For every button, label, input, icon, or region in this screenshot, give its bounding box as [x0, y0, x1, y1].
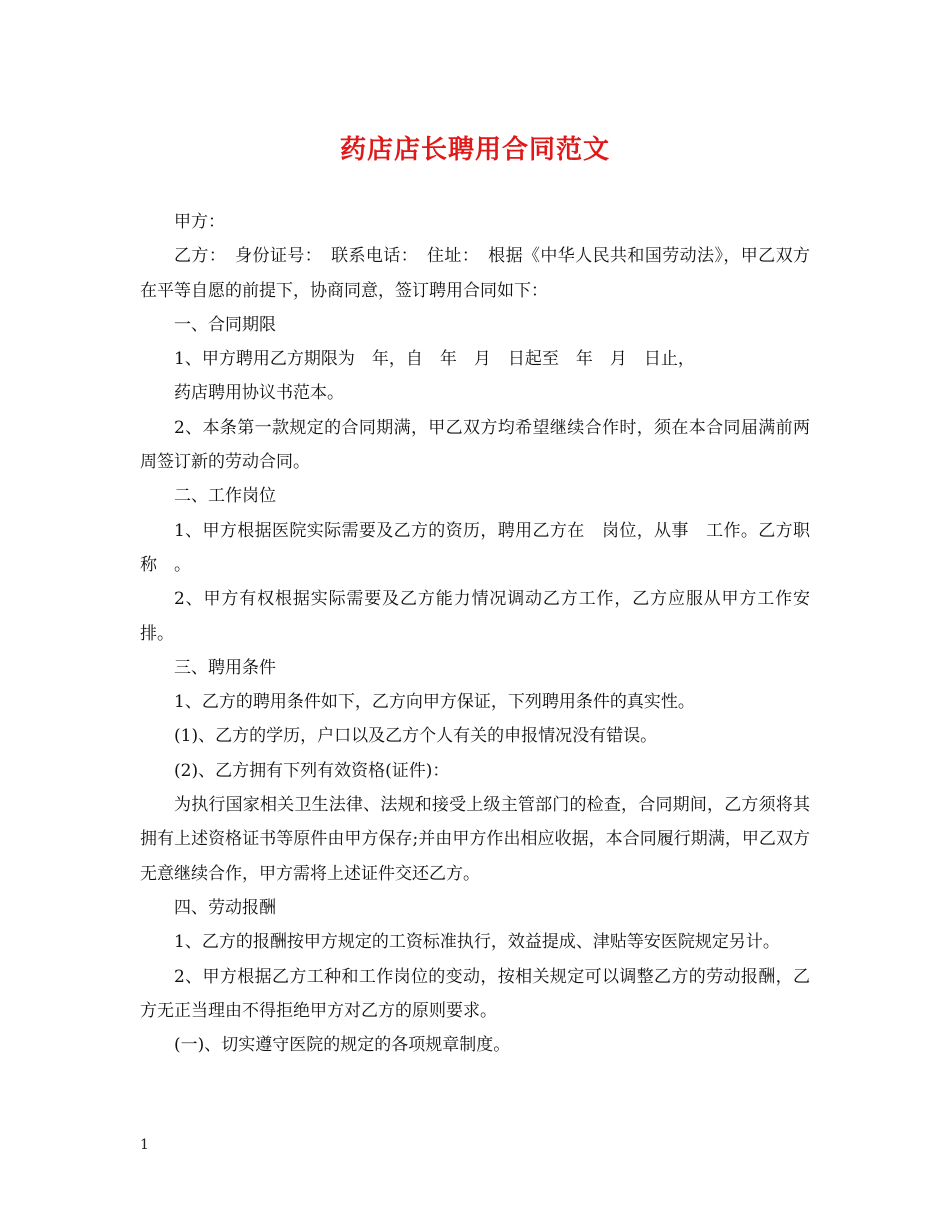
- page-number: 1: [140, 1137, 149, 1153]
- paragraph-party-a: 甲方：: [174, 212, 225, 232]
- section-heading-employment-conditions: 三、聘用条件: [174, 657, 276, 678]
- paragraph-position-1: 1、甲方根据医院实际需要及乙方的资历，聘用乙方在 岗位，从事 工作。乙方职称 。: [140, 520, 810, 575]
- paragraph-position-2: 2、甲方有权根据实际需要及乙方能力情况调动乙方工作，乙方应服从甲方工作安排。: [140, 589, 810, 644]
- paragraph-remuneration-1: 1、乙方的报酬按甲方规定的工资标准执行，效益提成、津贴等安医院规定另计。: [174, 932, 780, 953]
- section-heading-remuneration: 四、劳动报酬: [174, 897, 276, 918]
- document-title: 药店店长聘用合同范文: [339, 135, 610, 165]
- paragraph-term-note: 药店聘用协议书范本。: [174, 383, 344, 404]
- document-body: [140, 205, 810, 1062]
- paragraph-rules: (一)、切实遵守医院的规定的各项规章制度。: [174, 1035, 511, 1056]
- paragraph-party-b: 乙方： 身份证号： 联系电话： 住址： 根据《中华人民共和国劳动法》，甲乙双方在平等自愿的前提下，协商同意，签订聘用合同如下：: [140, 246, 810, 301]
- paragraph-conditions-documents: 为执行国家相关卫生法律、法规和接受上级主管部门的检查，合同期间，乙方须将其拥有上述资格证书等原件由甲方保存;并由甲方作出相应收据，本合同履行期满，甲乙双方无意继续合作，甲方需将上述证件交还乙方。: [140, 795, 810, 884]
- paragraph-conditions-1: 1、乙方的聘用条件如下，乙方向甲方保证，下列聘用条件的真实性。: [174, 692, 695, 713]
- section-heading-contract-term: 一、合同期限: [174, 314, 276, 335]
- paragraph-term-1: 1、甲方聘用乙方期限为 年，自 年 月 日起至 年 月 日止，: [174, 349, 695, 370]
- paragraph-conditions-item-1: (1)、乙方的学历，户口以及乙方个人有关的申报情况没有错误。: [174, 726, 658, 747]
- paragraph-remuneration-2: 2、甲方根据乙方工种和工作岗位的变动，按相关规定可以调整乙方的劳动报酬，乙方无正当理由不得拒绝甲方对乙方的原则要求。: [140, 966, 810, 1021]
- paragraph-term-2: 2、本条第一款规定的合同期满，甲乙双方均希望继续合作时，须在本合同届满前两周签订新的劳动合同。: [140, 417, 810, 473]
- section-heading-job-position: 二、工作岗位: [174, 486, 276, 507]
- paragraph-conditions-item-2: (2)、乙方拥有下列有效资格(证件)：: [174, 760, 450, 781]
